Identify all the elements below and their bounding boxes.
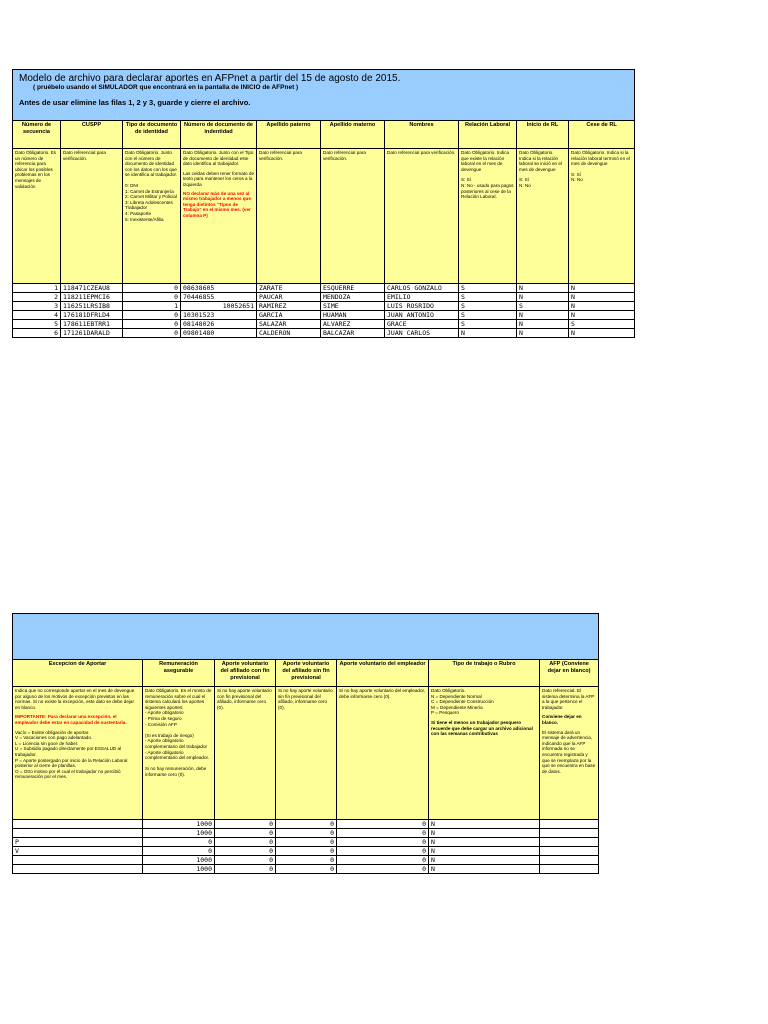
doc-number-cell[interactable]: 10052651 <box>181 302 257 311</box>
remuneration-cell[interactable]: 1000 <box>143 865 215 874</box>
header-cell: Inicio de RL <box>517 121 569 149</box>
doc-type-cell[interactable]: 0 <box>123 311 181 320</box>
vol-employer-cell[interactable]: 0 <box>337 829 429 838</box>
desc-cell: Dato referencial para verificación. <box>257 149 321 284</box>
names-cell[interactable]: EMILIO <box>385 293 459 302</box>
relation-cell[interactable]: S <box>459 284 517 293</box>
header-cell: Excepcion de Aportar <box>13 660 143 687</box>
header-cell: Tipo de trabajo o Rubro <box>429 660 540 687</box>
desc-cell: Dato Obligatorio. Junto con el Tipo de documento de identidad este dato identifica al trabajador. Las celdas deben tener formato de texto para mantener los ceros a la izquierda NO declarar más de una vez al mismo trabajador a menos que tenga distintos "Tipos de Trabajo" en el mismo mes. (ver columna P) <box>181 149 257 284</box>
header-cell: Nombres <box>385 121 459 149</box>
bottom-data-rows <box>13 820 599 874</box>
header-cell: Relación Laboral <box>459 121 517 149</box>
desc-cell: Dato Obligatorio. Indica que existe la relación laboral en el mes de devengue S: Sí N: No - usado para pagos posteriores al cese de la Relación Laboral. <box>459 149 517 284</box>
exception-cell[interactable] <box>13 829 143 838</box>
vol-without-cell[interactable]: 0 <box>276 865 337 874</box>
cuspp-cell[interactable]: 118211EPMCI6 <box>61 293 123 302</box>
desc-cell: Dato Obligatorio. Junto con el número de documento de identidad con los datos con los que se identifica al trabajador. 0: DNI 1: Carnet de Extranjería 2: Carnet Militar y Policial 3: Libreta Adolescentes Trabajador 4: Pasaporte 5: Inexistente/Afilia <box>123 149 181 284</box>
header-cell: Apellido paterno <box>257 121 321 149</box>
desc-cell: Dato referencial para verificación. <box>385 149 459 284</box>
table-row[interactable] <box>13 820 599 829</box>
doc-number-cell[interactable]: 70446855 <box>181 293 257 302</box>
table-row[interactable] <box>13 293 635 302</box>
desc-cell: Dato Obligatorio. Es el monto de remuneración sobre el cual el sistema calculará los aportes siguientes aportes: - Aporte obligatorio - Prima de seguro - Comisión AFP (Si es trabajo de riesgo) - Aporte obligatorio complementario del trabajador - Aporte obligatorio complementario del empleador. Si no hay remuneración, debe informarse cero (0). <box>143 687 215 820</box>
work-type-cell[interactable]: N <box>429 829 540 838</box>
seq-cell[interactable]: 6 <box>13 329 61 338</box>
maternal-cell[interactable]: ALVAREZ <box>321 320 385 329</box>
start-cell[interactable]: N <box>517 329 569 338</box>
desc-cell: Dato Obligatorio. Es un número de referencia para ubicar los posibles problemas en los mensajes de validación <box>13 149 61 284</box>
desc-cell: Dato referencial para verificación. <box>321 149 385 284</box>
afp-cell[interactable] <box>540 865 599 874</box>
seq-cell[interactable]: 1 <box>13 284 61 293</box>
header-cell: Aporte voluntario del empleador <box>337 660 429 687</box>
vol-employer-cell[interactable]: 0 <box>337 820 429 829</box>
page-subtitle: ( pruébelo usando el SIMULADOR que encontrará en la pantalla de INICIO de AFPnet ) <box>33 84 299 91</box>
end-cell[interactable]: N <box>569 329 635 338</box>
paternal-cell[interactable]: SALAZAR <box>257 320 321 329</box>
cuspp-cell[interactable]: 178611EBTRR1 <box>61 320 123 329</box>
doc-number-cell[interactable]: 08638605 <box>181 284 257 293</box>
header-cell: Remuneración asegurable <box>143 660 215 687</box>
top-sheet <box>12 69 635 338</box>
vol-with-cell[interactable]: 0 <box>215 856 276 865</box>
work-type-cell[interactable]: N <box>429 856 540 865</box>
remuneration-cell[interactable]: 0 <box>143 838 215 847</box>
maternal-cell[interactable]: MENDOZA <box>321 293 385 302</box>
maternal-cell[interactable]: BALCAZAR <box>321 329 385 338</box>
doc-number-cell[interactable]: 08148026 <box>181 320 257 329</box>
cuspp-cell[interactable]: 171261DARALD <box>61 329 123 338</box>
vol-with-cell[interactable]: 0 <box>215 865 276 874</box>
relation-cell[interactable]: S <box>459 311 517 320</box>
exception-cell[interactable]: P <box>13 838 143 847</box>
table-row[interactable] <box>13 847 599 856</box>
doc-type-cell[interactable]: 0 <box>123 293 181 302</box>
exception-cell[interactable] <box>13 865 143 874</box>
vol-employer-cell[interactable]: 0 <box>337 838 429 847</box>
table-row[interactable] <box>13 329 635 338</box>
paternal-cell[interactable]: RAMIREZ <box>257 302 321 311</box>
work-type-cell[interactable]: N <box>429 820 540 829</box>
table-row[interactable] <box>13 829 599 838</box>
remuneration-cell[interactable]: 1000 <box>143 829 215 838</box>
work-type-cell[interactable]: N <box>429 865 540 874</box>
doc-number-cell[interactable]: 10301523 <box>181 311 257 320</box>
table-row[interactable] <box>13 856 599 865</box>
bottom-sheet <box>12 613 599 874</box>
header-cell: Número de secuencia <box>13 121 61 149</box>
start-cell[interactable]: N <box>517 293 569 302</box>
header-cell: Cese de RL <box>569 121 635 149</box>
paternal-cell[interactable]: ZARATE <box>257 284 321 293</box>
start-cell[interactable]: N <box>517 311 569 320</box>
table-row[interactable] <box>13 284 635 293</box>
vol-employer-cell[interactable]: 0 <box>337 865 429 874</box>
vol-employer-cell[interactable]: 0 <box>337 856 429 865</box>
vol-without-cell[interactable]: 0 <box>276 847 337 856</box>
exception-cell[interactable]: V <box>13 847 143 856</box>
doc-type-cell[interactable]: 1 <box>123 302 181 311</box>
table-row[interactable] <box>13 838 599 847</box>
table-row[interactable] <box>13 302 635 311</box>
relation-cell[interactable]: N <box>459 329 517 338</box>
top-header-row <box>13 121 635 149</box>
desc-cell: Si no hay aporte voluntario del empleador, debe informarse cero (0). <box>337 687 429 820</box>
doc-type-cell[interactable]: 0 <box>123 320 181 329</box>
paternal-cell[interactable]: PAUCAR <box>257 293 321 302</box>
desc-cell: Si no hay aporte voluntario sin fin previsional del afiliado, informarse cero (0). <box>276 687 337 820</box>
vol-without-cell[interactable]: 0 <box>276 829 337 838</box>
desc-cell: Dato Obligatorio. N = Dependiente Normal C = Dependiente Construcción M = Dependiente Minería P = Pesquero Si tiene el menos un trabajador pesquero recuerde que debe cargar un archivo adicional con las semanas contributivas <box>429 687 540 820</box>
remuneration-cell[interactable]: 1000 <box>143 820 215 829</box>
vol-with-cell[interactable]: 0 <box>215 847 276 856</box>
vol-with-cell[interactable]: 0 <box>215 829 276 838</box>
start-cell[interactable]: N <box>517 284 569 293</box>
seq-cell[interactable]: 5 <box>13 320 61 329</box>
header-cell: Aporte voluntario del afiliado con fin previsional <box>215 660 276 687</box>
desc-cell: Dato referencial para verificación. <box>61 149 123 284</box>
instruction-note: Antes de usar elimine las filas 1, 2 y 3, guarde y cierre el archivo. <box>19 98 251 107</box>
doc-type-cell[interactable]: 0 <box>123 284 181 293</box>
cuspp-cell[interactable]: 118471CZEAU8 <box>61 284 123 293</box>
header-cell: Apellido materno <box>321 121 385 149</box>
start-cell[interactable]: N <box>517 320 569 329</box>
seq-cell[interactable]: 2 <box>13 293 61 302</box>
afp-cell[interactable] <box>540 820 599 829</box>
cuspp-cell[interactable]: 116251LRSIB8 <box>61 302 123 311</box>
maternal-cell[interactable]: SIME <box>321 302 385 311</box>
cuspp-cell[interactable]: 176181DFRLD4 <box>61 311 123 320</box>
end-cell[interactable]: N <box>569 284 635 293</box>
desc-cell: Dato referencial. El sistema determina la AFP a la que pertence el trabajador. Conviene dejar en blanco. El sistema dará un mensaje de advertencia, indicando que la AFP informada no se encuentra registrada y que se reemplaza por la que se encuentra en base de datos. <box>540 687 599 820</box>
vol-with-cell[interactable]: 0 <box>215 838 276 847</box>
maternal-cell[interactable]: ESQUERRE <box>321 284 385 293</box>
names-cell[interactable]: JUAN ANTONIO <box>385 311 459 320</box>
work-type-cell[interactable]: N <box>429 838 540 847</box>
desc-cell: Si no hay aporte voluntario con fin previsional del afiliado, informarse cero (0). <box>215 687 276 820</box>
table-row[interactable] <box>13 311 635 320</box>
top-description-row <box>13 149 635 284</box>
maternal-cell[interactable]: HUAMAN <box>321 311 385 320</box>
header-cell: AFP (Conviene dejar en blanco) <box>540 660 599 687</box>
names-cell[interactable]: JUAN CARLOS <box>385 329 459 338</box>
end-cell[interactable]: N <box>569 302 635 311</box>
top-data-rows <box>13 284 635 338</box>
bottom-header-row <box>13 660 599 687</box>
header-cell: Aporte voluntario del afiliado sin fin previsional <box>276 660 337 687</box>
exception-cell[interactable] <box>13 856 143 865</box>
vol-employer-cell[interactable]: 0 <box>337 847 429 856</box>
seq-cell[interactable]: 4 <box>13 311 61 320</box>
relation-cell[interactable]: S <box>459 293 517 302</box>
afp-cell[interactable] <box>540 838 599 847</box>
doc-number-cell[interactable]: 09801480 <box>181 329 257 338</box>
end-cell[interactable]: N <box>569 311 635 320</box>
names-cell[interactable]: LUIS ROSRIDO <box>385 302 459 311</box>
header-cell: CUSPP <box>61 121 123 149</box>
desc-cell: Dato Obligatorio. Indica si la relación laboral terminó en el mes de devengue S: Sí N: No <box>569 149 635 284</box>
end-cell[interactable]: S <box>569 320 635 329</box>
paternal-cell[interactable]: CALDERON <box>257 329 321 338</box>
vol-without-cell[interactable]: 0 <box>276 856 337 865</box>
afp-cell[interactable] <box>540 829 599 838</box>
names-cell[interactable]: CARLOS GONZALO <box>385 284 459 293</box>
vol-with-cell[interactable]: 0 <box>215 820 276 829</box>
seq-cell[interactable]: 3 <box>13 302 61 311</box>
desc-cell: Dato Obligatorio. Indica si la relación laboral se inició en el mes de devengue S: Sí N: No <box>517 149 569 284</box>
top-banner <box>13 70 635 121</box>
end-cell[interactable]: N <box>569 293 635 302</box>
desc-cell: Indica que no corresponde aportar en el mes de devengue por alguno de los motivos de excepción previstos en las normas. Si no existe la excepción, este dato se debe dejar en blanco. IMPORTANTE: Para declarar una excepción, el empleador debe estar en capacidad de sustentarla. Vacío = Existe obligación de aportar. V = Vacaciones con pago adelantado. L = Licencia sin goce de haber. U = Subsidio pagado directamente por ESSALUD al trabajador. P = Aporte postergado por inicio de la Relación Laboral posterior al cierre de planillas. O = Otro motivo por el cual el trabajador no percibió remuneración por el mes. <box>13 687 143 820</box>
afp-cell[interactable] <box>540 856 599 865</box>
bottom-description-row <box>13 687 599 820</box>
work-type-cell[interactable]: N <box>429 847 540 856</box>
header-cell: Tipo de documento de identidad <box>123 121 181 149</box>
table-row[interactable] <box>13 320 635 329</box>
exception-cell[interactable] <box>13 820 143 829</box>
bottom-banner <box>13 614 599 660</box>
relation-cell[interactable]: S <box>459 302 517 311</box>
start-cell[interactable]: S <box>517 302 569 311</box>
vol-without-cell[interactable]: 0 <box>276 838 337 847</box>
remuneration-cell[interactable]: 1000 <box>143 856 215 865</box>
names-cell[interactable]: GRACE <box>385 320 459 329</box>
table-row[interactable] <box>13 865 599 874</box>
vol-without-cell[interactable]: 0 <box>276 820 337 829</box>
page-title: Modelo de archivo para declarar aportes en AFPnet a partir del 15 de agosto de 2015. <box>19 73 401 84</box>
doc-type-cell[interactable]: 0 <box>123 329 181 338</box>
afp-cell[interactable] <box>540 847 599 856</box>
relation-cell[interactable]: S <box>459 320 517 329</box>
paternal-cell[interactable]: GARCIA <box>257 311 321 320</box>
header-cell: Número de documento de indentidad <box>181 121 257 149</box>
remuneration-cell[interactable]: 0 <box>143 847 215 856</box>
